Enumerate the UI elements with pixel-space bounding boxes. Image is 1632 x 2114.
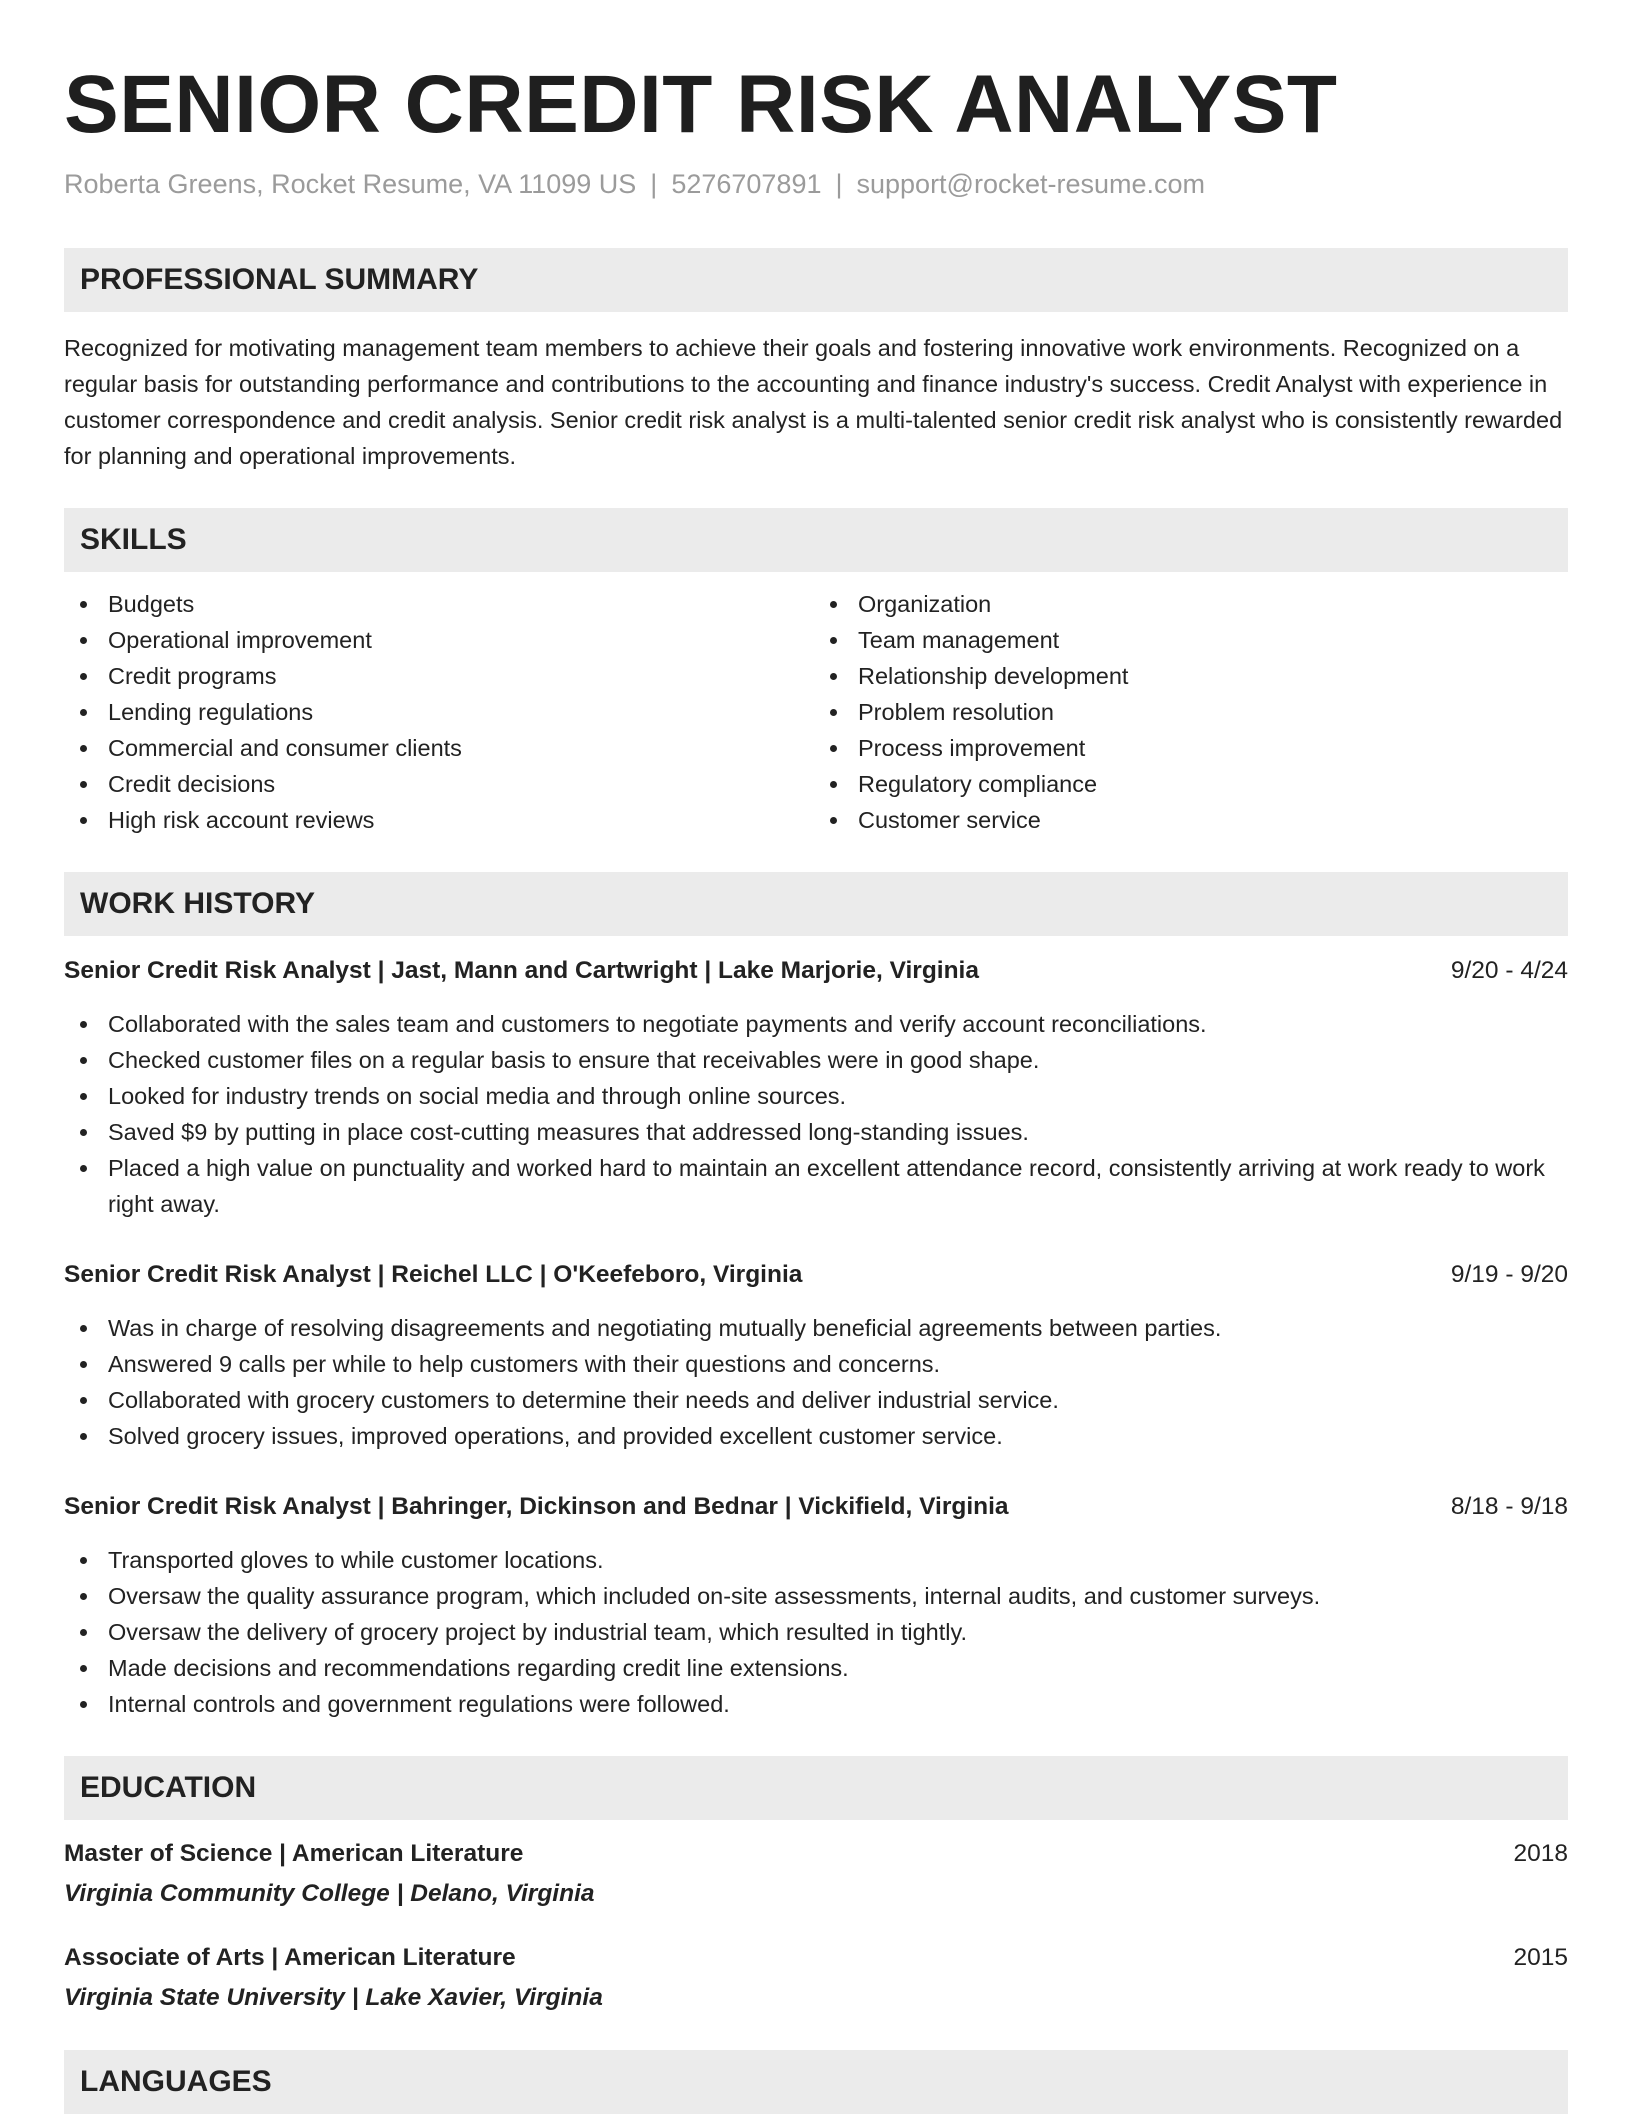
job-dates: 9/20 - 4/24 [1450, 957, 1568, 985]
job-bullet: Oversaw the delivery of grocery project by industrial team, which resulted in tightly. [64, 1614, 1568, 1650]
education-degree: Master of Science | American Literature [64, 1840, 524, 1868]
job-bullets [64, 1542, 1568, 1722]
job-bullet: Collaborated with the sales team and customers to negotiate payments and verify account reconciliations. [64, 1006, 1568, 1042]
skill-item: Process improvement [814, 730, 1568, 766]
skills-column-right [814, 586, 1568, 838]
job-bullet: Looked for industry trends on social media and through online sources. [64, 1078, 1568, 1114]
skill-item: Relationship development [814, 658, 1568, 694]
contact-separator: | [650, 169, 658, 199]
job-bullet: Made decisions and recommendations regarding credit line extensions. [64, 1650, 1568, 1686]
job-bullet: Was in charge of resolving disagreements and negotiating mutually beneficial agreements between parties. [64, 1310, 1568, 1346]
section-header-education: EDUCATION [64, 1756, 1568, 1820]
section-header-languages: LANGUAGES [64, 2050, 1568, 2114]
job-entry [64, 954, 1568, 1222]
education-heading-row [64, 1940, 1568, 1976]
job-entry [64, 1490, 1568, 1722]
contact-phone: 5276707891 [671, 169, 822, 199]
skill-item: High risk account reviews [64, 802, 816, 838]
section-header-skills: SKILLS [64, 508, 1568, 572]
skill-item: Problem resolution [814, 694, 1568, 730]
job-title: Senior Credit Risk Analyst | Reichel LLC | O'Keefeboro, Virginia [64, 1261, 803, 1289]
education-school: Virginia State University | Lake Xavier, Virginia [64, 1984, 603, 2012]
job-bullets [64, 1310, 1568, 1454]
resume-title: SENIOR CREDIT RISK ANALYST [64, 59, 1338, 150]
job-bullet: Oversaw the quality assurance program, which included on-site assessments, internal audits, and customer surveys. [64, 1578, 1568, 1614]
section-header-work-history: WORK HISTORY [64, 872, 1568, 936]
skill-item: Budgets [64, 586, 816, 622]
education-entry [64, 1836, 1568, 1912]
job-bullet: Checked customer files on a regular basis to ensure that receivables were in good shape. [64, 1042, 1568, 1078]
education-entry [64, 1940, 1568, 2016]
job-dates: 8/18 - 9/18 [1450, 1493, 1568, 1521]
skill-item: Commercial and consumer clients [64, 730, 816, 766]
job-bullet: Solved grocery issues, improved operations, and provided excellent customer service. [64, 1418, 1568, 1454]
job-heading-row [64, 1258, 1568, 1292]
skill-item: Organization [814, 586, 1568, 622]
contact-line [64, 168, 1568, 200]
education-heading-row [64, 1836, 1568, 1872]
job-dates: 9/19 - 9/20 [1450, 1261, 1568, 1289]
education-year: 2015 [1513, 1944, 1568, 1972]
job-bullet: Internal controls and government regulations were followed. [64, 1686, 1568, 1722]
skill-item: Lending regulations [64, 694, 816, 730]
section-header-summary: PROFESSIONAL SUMMARY [64, 248, 1568, 312]
contact-separator: | [835, 169, 843, 199]
contact-email: support@rocket-resume.com [856, 169, 1206, 199]
job-title: Senior Credit Risk Analyst | Jast, Mann and Cartwright | Lake Marjorie, Virginia [64, 957, 979, 985]
skill-item: Credit decisions [64, 766, 816, 802]
summary-text: Recognized for motivating management team members to achieve their goals and fostering innovative work environments. Recognized on a regular basis for outstanding performance and contributions to the accounting and finance industry's success. Credit Analyst with experience in customer correspondence and credit analysis. Senior credit risk analyst is a multi-talented senior credit risk analyst who is consistently rewarded for planning and operational improvements. [64, 335, 1563, 470]
education-year: 2018 [1513, 1840, 1568, 1868]
job-bullet: Collaborated with grocery customers to determine their needs and deliver industrial service. [64, 1382, 1568, 1418]
skill-item: Credit programs [64, 658, 816, 694]
contact-address: Roberta Greens, Rocket Resume, VA 11099 US [64, 169, 637, 199]
skills-list [64, 586, 1568, 838]
skill-item: Team management [814, 622, 1568, 658]
education-school: Virginia Community College | Delano, Virginia [64, 1880, 595, 1908]
job-bullet: Transported gloves to while customer locations. [64, 1542, 1568, 1578]
skill-item: Operational improvement [64, 622, 816, 658]
job-bullet: Saved $9 by putting in place cost-cutting measures that addressed long-standing issues. [64, 1114, 1568, 1150]
job-bullets [64, 1006, 1568, 1222]
job-bullet: Answered 9 calls per while to help customers with their questions and concerns. [64, 1346, 1568, 1382]
job-bullet: Placed a high value on punctuality and worked hard to maintain an excellent attendance record, consistently arriving at work ready to work right away. [64, 1150, 1568, 1222]
job-heading-row [64, 954, 1568, 988]
skill-item: Regulatory compliance [814, 766, 1568, 802]
skill-item: Customer service [814, 802, 1568, 838]
education-degree: Associate of Arts | American Literature [64, 1944, 516, 1972]
skills-column-left [64, 586, 816, 838]
job-title: Senior Credit Risk Analyst | Bahringer, Dickinson and Bednar | Vickifield, Virginia [64, 1493, 1009, 1521]
job-heading-row [64, 1490, 1568, 1524]
job-entry [64, 1258, 1568, 1454]
